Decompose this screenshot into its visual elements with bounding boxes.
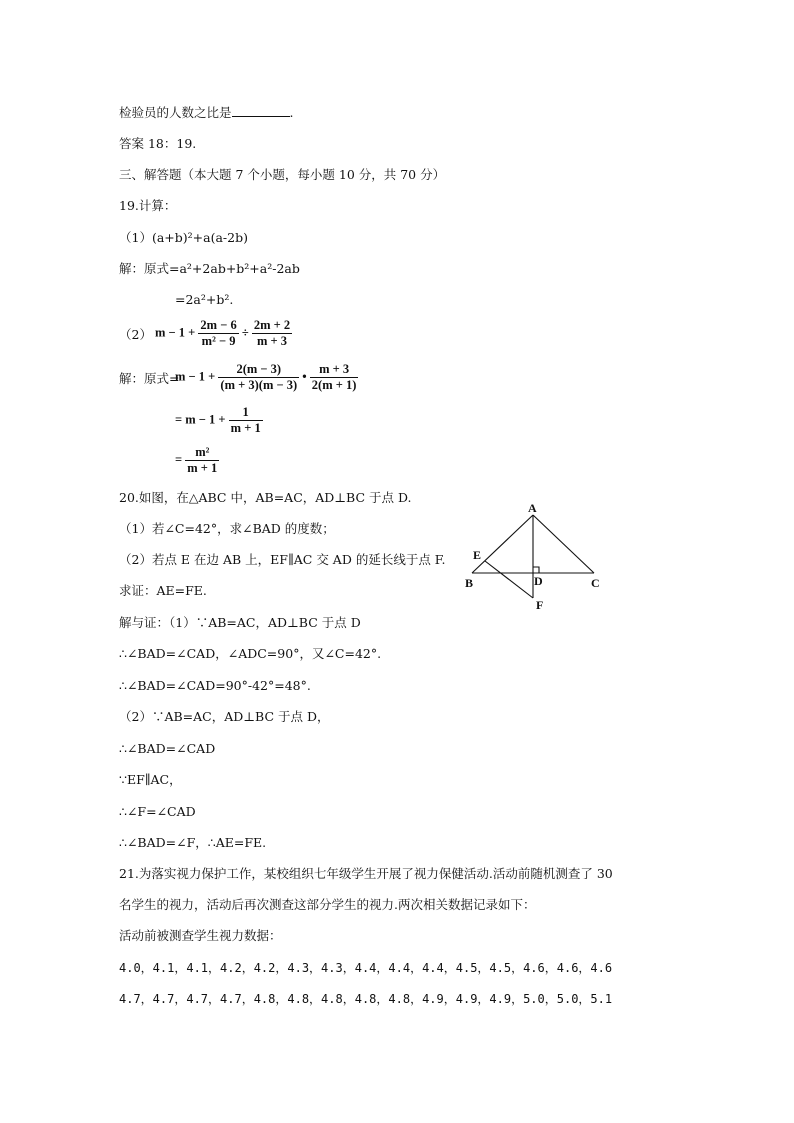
q19-sol1-step2: =2a²+b². [175, 292, 234, 307]
label-e: E [473, 548, 482, 562]
q21-data-row1: 4.0，4.1，4.1，4.2，4.2，4.3，4.3，4.4，4.4，4.4，4.5，4.5，4.6，4.6，4.6 [119, 961, 613, 975]
q19-title: 19.计算： [119, 198, 177, 213]
answer-blank[interactable] [232, 104, 290, 117]
segment-ab [472, 515, 533, 573]
q19-sol2-prefix: 解：原式= [119, 371, 180, 386]
label-c: C [591, 576, 600, 590]
q19-part2-prefix: （2） [119, 327, 152, 342]
q20-sol-line5: ∴∠BAD=∠CAD [119, 741, 216, 756]
label-f: F [536, 598, 544, 612]
q20-sol-line2: ∴∠BAD=∠CAD，∠ADC=90°，又∠C=42°. [119, 646, 382, 661]
fraction: $\frac{2m + 2}{m + 3}$ [253, 318, 291, 348]
segment-ef [485, 561, 533, 598]
fraction: $\frac{\text{m²}}{m + 1}$ [187, 445, 218, 475]
answer-line: 答案 18：19. [119, 136, 197, 151]
line-fill-blank: 检验员的人数之比是 . [119, 105, 294, 120]
q19-sol1-step1: 解：原式=a²+2ab+b²+a²-2ab [119, 261, 300, 276]
q20-prove: 求证：AE=FE. [119, 583, 207, 598]
fraction: $\frac{1}{m + 1}$ [230, 405, 261, 435]
right-angle-mark [533, 567, 539, 573]
q20-sol-line3: ∴∠BAD=∠CAD=90°-42°=48°. [119, 678, 311, 693]
fraction: $\frac{2(m - 3)}{(m + 3)(m - 3)}$ [220, 362, 298, 392]
q21-intro-line2: 名学生的视力，活动后再次测查这部分学生的视力.两次相关数据记录如下： [119, 897, 536, 912]
q19-sol2-step1: m − 1 + $\frac{2(m - 3)}{(m + 3)(m - 3)}$ • $\frac{m + 3}{2(m + 1)}$ [175, 362, 357, 392]
q19-part1: （1）(a+b)²+a(a-2b) [119, 230, 248, 245]
q21-data-row2: 4.7，4.7，4.7，4.7，4.8，4.8，4.8，4.8，4.8，4.9，4.9，4.9，5.0，5.0，5.1 [119, 992, 613, 1006]
label-d: D [534, 574, 543, 588]
q21-intro-line1: 21.为落实视力保护工作，某校组织七年级学生开展了视力保健活动.活动前随机测查了 30 [119, 866, 613, 881]
fraction: $\frac{2m - 6}{\text{m² − 9}}$ [200, 318, 237, 348]
q20-sol-line7: ∴∠F=∠CAD [119, 804, 196, 819]
q20-sol-line6: ∵EF∥AC， [119, 772, 182, 787]
label-b: B [465, 576, 474, 590]
q20-part1: （1）若∠C=42°，求∠BAD 的度数； [119, 521, 335, 536]
q19-sol2-step2: = m − 1 + $\frac{1}{m + 1}$ [175, 405, 261, 435]
q20-sol-line1: 解与证：（1）∵AB=AC，AD⊥BC 于点 D [119, 615, 361, 630]
q21-data-heading: 活动前被测查学生视力数据： [119, 928, 282, 943]
q19-sol2-step3: = $\frac{\text{m²}}{m + 1}$ [175, 445, 218, 475]
q20-part2: （2）若点 E 在边 AB 上，EF∥AC 交 AD 的延长线于点 F. [119, 552, 446, 567]
fraction: $\frac{m + 3}{2(m + 1)}$ [311, 362, 357, 392]
q19-part2-expression: m − 1 + $\frac{2m - 6}{\text{m² − 9}}$ ÷ $\frac{2m + 2}{m + 3}$ [155, 318, 291, 348]
q20-sol-line8: ∴∠BAD=∠F，∴AE=FE. [119, 835, 267, 850]
q20-sol-line4: （2）∵AB=AC，AD⊥BC 于点 D， [119, 709, 330, 724]
section-heading: 三、解答题（本大题 7 个小题，每小题 10 分，共 70 分） [119, 167, 446, 182]
segment-ac [533, 515, 594, 573]
q20-title: 20.如图，在△ABC 中，AB=AC，AD⊥BC 于点 D. [119, 490, 412, 505]
label-a: A [528, 501, 537, 515]
